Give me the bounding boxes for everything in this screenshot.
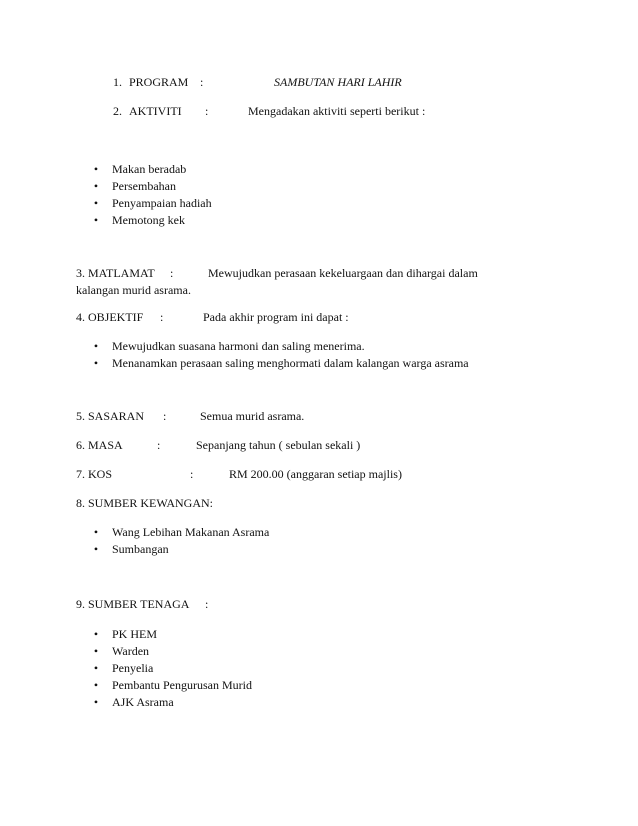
bullet-icon: • (93, 525, 99, 539)
masa-value: Sepanjang tahun ( sebulan sekali ) (196, 438, 361, 452)
list-item-text: Makan beradab (112, 162, 187, 176)
kos-label: 7. KOS (76, 467, 113, 481)
list-item-text: Mewujudkan suasana harmoni dan saling menerima. (112, 339, 365, 353)
masa-colon: : (157, 438, 161, 452)
list-item-text: Warden (112, 644, 150, 658)
sumber-tenaga-label: 9. SUMBER TENAGA (76, 597, 190, 611)
bullet-icon: • (93, 196, 99, 210)
bullet-icon: • (93, 213, 99, 227)
bullet-icon: • (93, 356, 99, 370)
matlamat-value: Mewujudkan perasaan kekeluargaan dan dihargai dalam (208, 266, 478, 280)
list-item-text: Penyelia (112, 661, 154, 675)
kos-colon: : (190, 467, 194, 481)
bullet-icon: • (93, 162, 99, 176)
aktiviti-colon: : (205, 104, 209, 118)
masa-label: 6. MASA (76, 438, 123, 452)
list-item-text: Memotong kek (112, 213, 185, 227)
sumber-kewangan-label: 8. SUMBER KEWANGAN: (76, 496, 214, 510)
matlamat-colon: : (170, 266, 174, 280)
matlamat-value-continued: kalangan murid asrama. (76, 283, 191, 297)
bullet-icon: • (93, 542, 99, 556)
list-item-text: Menanamkan perasaan saling menghormati dalam kalangan warga asrama (112, 356, 469, 370)
kos-value: RM 200.00 (anggaran setiap majlis) (229, 467, 402, 481)
bullet-icon: • (93, 644, 99, 658)
bullet-icon: • (93, 695, 99, 709)
matlamat-label: 3. MATLAMAT (76, 266, 155, 280)
bullet-icon: • (93, 678, 99, 692)
sumber-tenaga-colon: : (205, 597, 209, 611)
aktiviti-value: Mengadakan aktiviti seperti berikut : (248, 104, 426, 118)
list-item-text: Sumbangan (112, 542, 169, 556)
program-colon: : (200, 75, 204, 89)
bullet-icon: • (93, 339, 99, 353)
program-label: PROGRAM (129, 75, 189, 89)
bullet-icon: • (93, 627, 99, 641)
list-item-text: PK HEM (112, 627, 158, 641)
objektif-value: Pada akhir program ini dapat : (203, 310, 349, 324)
program-number: 1. (113, 75, 122, 89)
aktiviti-number: 2. (113, 104, 122, 118)
list-item-text: Wang Lebihan Makanan Asrama (112, 525, 270, 539)
sasaran-colon: : (163, 409, 167, 423)
aktiviti-label: AKTIVITI (129, 104, 182, 118)
list-item-text: Penyampaian hadiah (112, 196, 212, 210)
program-title: SAMBUTAN HARI LAHIR (274, 75, 402, 89)
objektif-colon: : (160, 310, 164, 324)
list-item-text: Pembantu Pengurusan Murid (112, 678, 252, 692)
list-item-text: AJK Asrama (112, 695, 174, 709)
sasaran-label: 5. SASARAN (76, 409, 145, 423)
sasaran-value: Semua murid asrama. (200, 409, 305, 423)
list-item-text: Persembahan (112, 179, 176, 193)
bullet-icon: • (93, 661, 99, 675)
bullet-icon: • (93, 179, 99, 193)
objektif-label: 4. OBJEKTIF (76, 310, 144, 324)
